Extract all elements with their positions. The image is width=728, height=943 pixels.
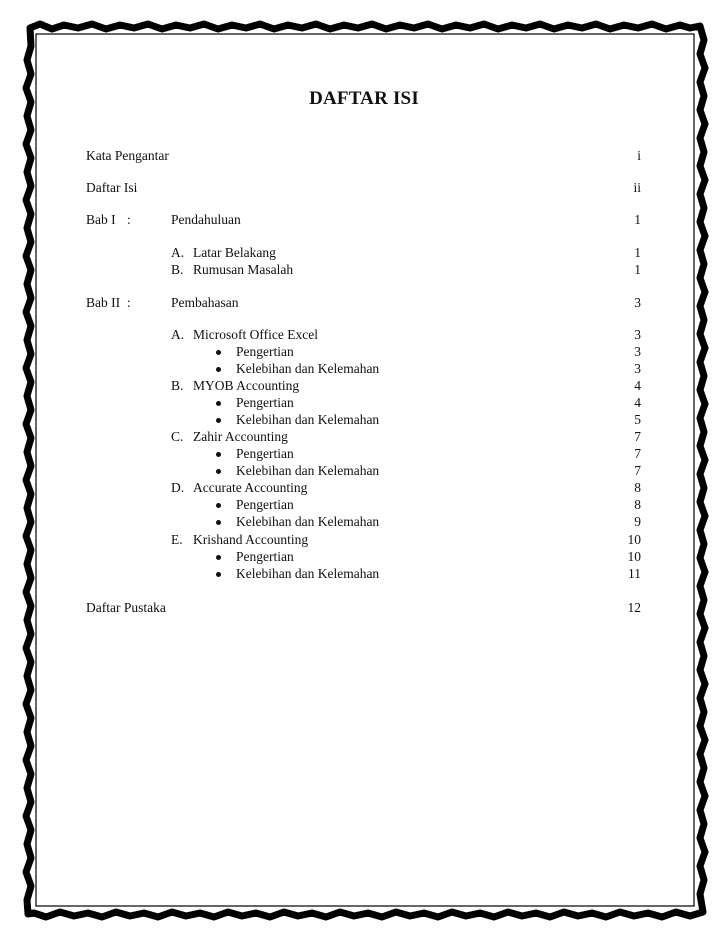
toc-item-page: 3 [634,361,641,376]
toc-item-page: 3 [634,344,641,359]
toc-kata-pengantar: Kata Pengantar [86,148,169,163]
toc-section-c-label: Zahir Accounting [193,429,288,444]
toc-item-label: Kelebihan dan Kelemahan [236,463,380,478]
toc-item-label: Pengertian [236,549,294,564]
toc-item-page: 4 [634,395,641,410]
toc-section-d-marker: D. [171,480,185,495]
toc-bab1-page: 1 [634,212,641,227]
toc-section-a-marker: A. [171,327,185,342]
toc-section-b-label: MYOB Accounting [193,378,300,393]
bullet-icon [216,452,221,457]
toc-bab1-b-label: Rumusan Masalah [193,262,294,277]
toc-section-b-marker: B. [171,378,184,393]
toc-bab2-title: Pembahasan [171,295,239,310]
toc-daftar-isi: Daftar Isi [86,180,138,195]
toc-bab2-label: Bab II [86,295,121,310]
bullet-icon [216,350,221,355]
toc-section-d-page: 8 [634,480,641,495]
toc-item-label: Kelebihan dan Kelemahan [236,514,380,529]
toc-item-page: 11 [628,566,641,581]
toc-bab1-b-page: 1 [634,262,641,277]
toc-section-e-label: Krishand Accounting [193,532,309,547]
toc-daftar-pustaka-page: 12 [627,600,641,615]
toc-item-page: 7 [634,446,641,461]
toc-item-label: Kelebihan dan Kelemahan [236,412,380,427]
toc-daftar-isi-page: ii [633,180,641,195]
bullet-icon [216,418,221,423]
page-title: DAFTAR ISI [309,88,419,109]
toc-section-a-label: Microsoft Office Excel [193,327,318,342]
toc-item-page: 10 [627,549,641,564]
toc-bab1-label: Bab I [86,212,116,227]
toc-section-b-page: 4 [634,378,641,393]
toc-section-e-marker: E. [171,532,183,547]
bullet-icon [216,367,221,372]
toc-item-label: Pengertian [236,446,294,461]
toc-item-page: 5 [634,412,641,427]
bullet-icon [216,572,221,577]
toc-bab2-page: 3 [634,295,641,310]
toc-bab1-title: Pendahuluan [171,212,241,227]
toc-item-label: Pengertian [236,497,294,512]
bullet-icon [216,503,221,508]
bullet-icon [216,401,221,406]
toc-item-label: Pengertian [236,344,294,359]
toc-section-e-page: 10 [627,532,641,547]
toc-bab1-a-page: 1 [634,245,641,260]
toc-section-a-page: 3 [634,327,641,342]
toc-item-label: Kelebihan dan Kelemahan [236,361,380,376]
toc-item-label: Pengertian [236,395,294,410]
toc-bab2-colon: : [127,295,131,310]
toc-item-page: 7 [634,463,641,478]
toc-bab1-a-marker: A. [171,245,185,260]
toc-bab1-b-marker: B. [171,262,184,277]
toc-kata-pengantar-page: i [637,148,641,163]
toc-section-c-marker: C. [171,429,184,444]
toc-daftar-pustaka: Daftar Pustaka [86,600,166,615]
bullet-icon [216,469,221,474]
toc-section-d-label: Accurate Accounting [193,480,308,495]
toc-item-page: 8 [634,497,641,512]
bullet-icon [216,555,221,560]
bullet-icon [216,520,221,525]
toc-item-label: Kelebihan dan Kelemahan [236,566,380,581]
toc-bab1-a-label: Latar Belakang [193,245,276,260]
toc-section-c-page: 7 [634,429,641,444]
toc-item-page: 9 [634,514,641,529]
toc-bab1-colon: : [127,212,131,227]
